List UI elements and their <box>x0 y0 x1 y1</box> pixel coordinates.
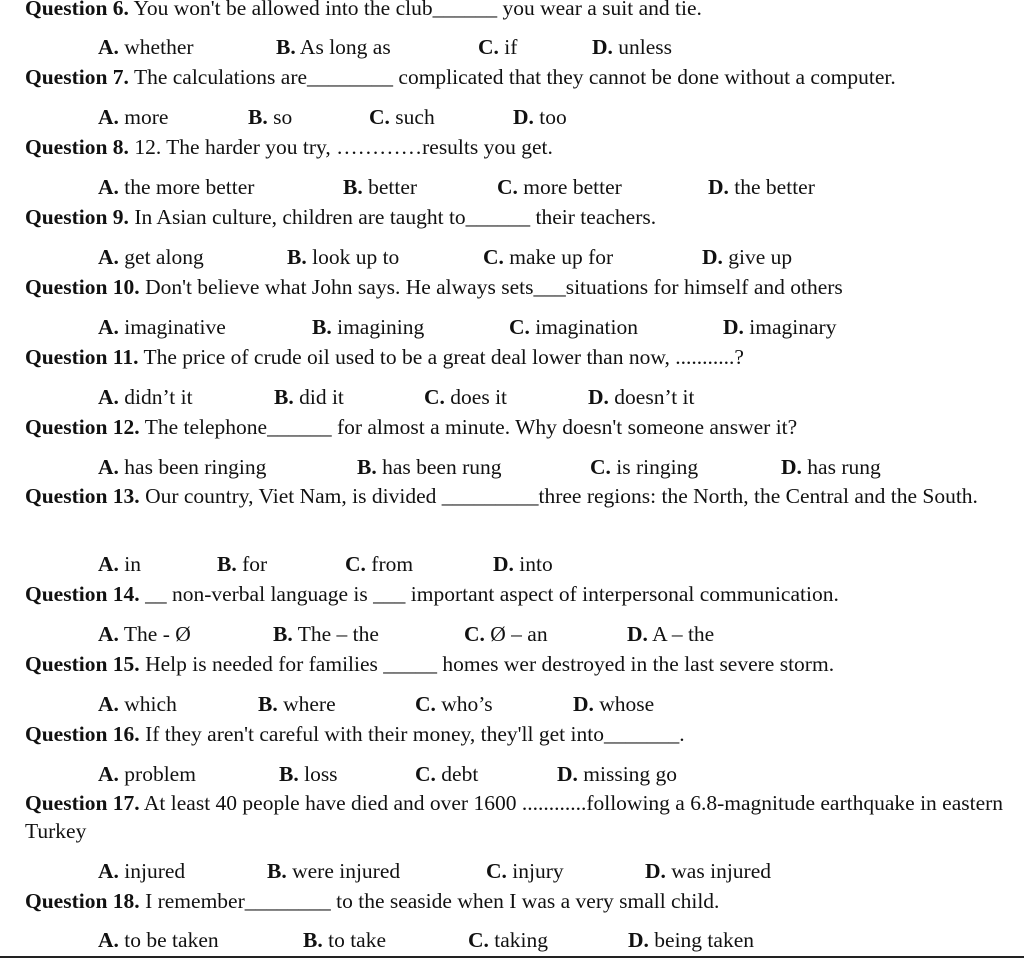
options-7 <box>0 103 1024 131</box>
option-c[interactable]: C. Ø – an <box>464 622 548 646</box>
question-stem: You won't be allowed into the club______ you wear a suit and tie. <box>133 0 702 20</box>
option-b[interactable]: B. look up to <box>287 245 400 269</box>
option-a[interactable]: A. the more better <box>98 175 255 199</box>
option-c[interactable]: C. injury <box>486 859 564 883</box>
option-b[interactable]: B. loss <box>279 762 338 786</box>
question-7 <box>25 63 1024 91</box>
option-d[interactable]: D. doesn’t it <box>588 385 695 409</box>
bottom-divider <box>0 956 1024 958</box>
question-stem: Don't believe what John says. He always sets___situations for himself and others <box>145 275 843 299</box>
question-number: Question 7. <box>25 65 129 89</box>
question-number: Question 6. <box>25 0 129 20</box>
option-b[interactable]: B. so <box>248 105 293 129</box>
question-stem: 12. The harder you try, …………results you get. <box>134 135 553 159</box>
option-d[interactable]: D. imaginary <box>723 315 837 339</box>
option-d[interactable]: D. missing go <box>557 762 678 786</box>
question-number: Question 18. <box>25 889 140 913</box>
option-d[interactable]: D. the better <box>708 175 815 199</box>
question-14 <box>25 580 1024 608</box>
question-6 <box>25 0 1024 22</box>
question-number: Question 16. <box>25 722 140 746</box>
question-number: Question 15. <box>25 652 140 676</box>
option-c[interactable]: C. if <box>478 35 518 59</box>
options-9 <box>0 243 1024 271</box>
option-d[interactable]: D. unless <box>592 35 673 59</box>
option-c[interactable]: C. more better <box>497 175 622 199</box>
question-number: Question 12. <box>25 415 140 439</box>
option-c[interactable]: C. make up for <box>483 245 614 269</box>
option-a[interactable]: A. get along <box>98 245 204 269</box>
question-13 <box>25 482 1024 510</box>
question-number: Question 8. <box>25 135 129 159</box>
question-stem: Help is needed for families _____ homes wer destroyed in the last severe storm. <box>145 652 835 676</box>
option-b[interactable]: B. to take <box>303 928 387 952</box>
option-a[interactable]: A. has been ringing <box>98 455 267 479</box>
option-b[interactable]: B. imagining <box>312 315 425 339</box>
question-stem: At least 40 people have died and over 1600 ............following a 6.8-magnitude earthquake in eastern Turkey <box>25 791 1004 843</box>
option-d[interactable]: D. being taken <box>628 928 754 952</box>
options-6 <box>0 33 1024 61</box>
question-11 <box>25 343 1024 371</box>
option-b[interactable]: B. where <box>258 692 336 716</box>
option-c[interactable]: C. imagination <box>509 315 638 339</box>
option-b[interactable]: B. The – the <box>273 622 379 646</box>
options-14 <box>0 620 1024 648</box>
option-b[interactable]: B. did it <box>274 385 344 409</box>
options-17 <box>0 857 1024 885</box>
option-a[interactable]: A. which <box>98 692 177 716</box>
option-c[interactable]: C. does it <box>424 385 508 409</box>
option-d[interactable]: D. has rung <box>781 455 881 479</box>
question-stem: __ non-verbal language is ___ important aspect of interpersonal communication. <box>145 582 839 606</box>
option-c[interactable]: C. from <box>345 552 414 576</box>
options-15 <box>0 690 1024 718</box>
option-a[interactable]: A. in <box>98 552 142 576</box>
question-stem: The calculations are________ complicated that they cannot be done without a computer. <box>133 65 896 89</box>
question-12 <box>25 413 1024 441</box>
options-10 <box>0 313 1024 341</box>
option-a[interactable]: A. problem <box>98 762 196 786</box>
question-stem: I remember________ to the seaside when I was a very small child. <box>145 889 720 913</box>
option-b[interactable]: B. better <box>343 175 418 199</box>
options-16 <box>0 760 1024 788</box>
option-d[interactable]: D. A – the <box>627 622 715 646</box>
option-b[interactable]: B. has been rung <box>357 455 502 479</box>
option-c[interactable]: C. debt <box>415 762 479 786</box>
question-stem: Our country, Viet Nam, is divided _________three regions: the North, the Central and the South. <box>145 484 978 508</box>
options-11 <box>0 383 1024 411</box>
question-number: Question 9. <box>25 205 129 229</box>
option-d[interactable]: D. into <box>493 552 553 576</box>
option-b[interactable]: B. were injured <box>267 859 401 883</box>
option-c[interactable]: C. such <box>369 105 435 129</box>
question-10 <box>25 273 1024 301</box>
question-number: Question 11. <box>25 345 139 369</box>
option-a[interactable]: A. more <box>98 105 169 129</box>
question-16 <box>25 720 1024 748</box>
question-stem: The price of crude oil used to be a great deal lower than now, ...........? <box>143 345 744 369</box>
question-number: Question 10. <box>25 275 140 299</box>
option-b[interactable]: B. As long as <box>276 35 391 59</box>
option-d[interactable]: D. whose <box>573 692 655 716</box>
option-a[interactable]: A. The - Ø <box>98 622 191 646</box>
option-a[interactable]: A. imaginative <box>98 315 226 339</box>
question-stem: If they aren't careful with their money, they'll get into_______. <box>145 722 685 746</box>
question-8 <box>25 133 1024 161</box>
question-9 <box>25 203 1024 231</box>
option-a[interactable]: A. whether <box>98 35 194 59</box>
options-8 <box>0 173 1024 201</box>
options-12 <box>0 453 1024 481</box>
option-c[interactable]: C. is ringing <box>590 455 699 479</box>
question-number: Question 13. <box>25 484 140 508</box>
option-a[interactable]: A. to be taken <box>98 928 219 952</box>
option-b[interactable]: B. for <box>217 552 268 576</box>
question-18 <box>25 887 1024 915</box>
question-stem: The telephone______ for almost a minute. Why doesn't someone answer it? <box>144 415 798 439</box>
question-number: Question 17. <box>25 791 140 815</box>
option-d[interactable]: D. too <box>513 105 567 129</box>
option-d[interactable]: D. was injured <box>645 859 771 883</box>
option-a[interactable]: A. didn’t it <box>98 385 193 409</box>
option-d[interactable]: D. give up <box>702 245 793 269</box>
options-13 <box>0 550 1024 578</box>
question-15 <box>25 650 1024 678</box>
option-c[interactable]: C. who’s <box>415 692 493 716</box>
question-stem: In Asian culture, children are taught to______ their teachers. <box>134 205 657 229</box>
option-a[interactable]: A. injured <box>98 859 186 883</box>
options-18 <box>0 926 1024 954</box>
option-c[interactable]: C. taking <box>468 928 549 952</box>
question-17 <box>25 789 1024 845</box>
question-number: Question 14. <box>25 582 140 606</box>
